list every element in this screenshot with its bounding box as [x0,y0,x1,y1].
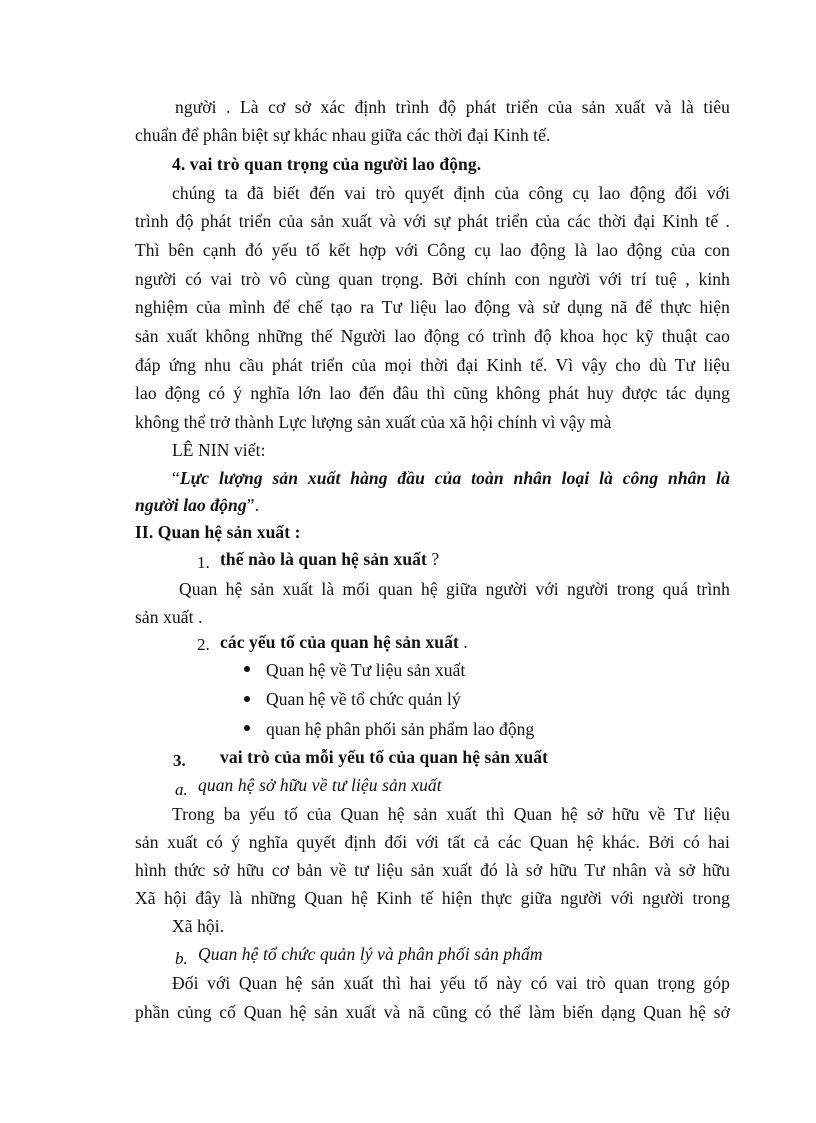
quote-open-mark: “ [172,468,180,488]
quote-text: người lao động [135,495,247,515]
sub-letter: b. [175,949,188,968]
list-item-title [220,548,815,570]
paragraph-line: nghiệm của mình để chế tạo ra Tư liệu lao động và sử dụng nã để thực hiện [135,297,730,317]
sub-letter: a. [175,780,188,799]
paragraph-line: sản xuất không những thế Người lao động có trình độ khoa học kỹ thuật cao [135,326,730,346]
bullet-item: Quan hệ về tổ chức quản lý [266,689,461,709]
paragraph-line: lao động có ý nghĩa lớn lao đến đâu thì cũng không phát huy được tác dụng [135,383,730,403]
item-title: các yếu tố của quan hệ sản xuất [220,632,459,652]
item-question-mark: ? [426,549,440,569]
paragraph-line: hình thức sở hữu cơ bản về tư liệu sản xuất đó là sở hữu Tư nhân và sở hữu [135,860,730,880]
paragraph-line: Trong ba yếu tố của Quan hệ sản xuất thì Quan hệ sở hữu về Tư liệu [172,804,730,824]
lenin-intro: LÊ NIN viết: [172,440,266,460]
item-title: thế nào là quan hệ sản xuất [220,549,427,569]
section-heading-4: 4. vai trò quan trọng của người lao động. [172,154,482,174]
bullet-icon [244,696,250,702]
list-item-title: vai trò của mỗi yếu tố của quan hệ sản xuất [220,747,549,767]
paragraph-line: người có vai trò vô cùng quan trọng. Bởi chính con người với trí tuệ , kinh [135,269,730,289]
subsection-title: quan hệ sở hữu về tư liệu sản xuất [198,775,442,795]
quote-line [135,494,730,516]
paragraph-line: sản xuất . [135,607,203,627]
paragraph-line: Đối với Quan hệ sản xuất thì hai yếu tố này có vai trò quan trọng góp [172,973,730,993]
list-number: 1. [197,553,210,572]
subsection-title: Quan hệ tổ chức quản lý và phân phối sản phẩm [198,944,543,964]
list-item-title [220,631,815,653]
paragraph-line: Xã hội đây là những Quan hệ Kinh tế hiện thực giữa người với người trong [135,888,730,908]
paragraph-line: trình độ phát triển của sản xuất và với sự phát triển của các thời đại Kinh tế . [135,211,730,231]
bullet-item: quan hệ phân phối sản phẩm lao động [266,719,535,739]
bullet-item: Quan hệ về Tư liệu sản xuất [266,660,466,680]
paragraph-line: không thể trở thành Lực lượng sản xuất của xã hội chính vì vậy mà [135,412,612,432]
paragraph-line: Xã hội. [172,916,225,936]
paragraph-line: sản xuất có ý nghĩa quyết định đối với tất cả các Quan hệ khác. Bởi có hai [135,832,730,852]
paragraph-line: chuẩn để phân biệt sự khác nhau giữa các thời đại Kinh tế. [135,125,551,145]
list-number: 2. [197,635,210,654]
paragraph-line: phần củng cố Quan hệ sản xuất và nã cũng có thể làm biến dạng Quan hệ sở [135,1002,730,1022]
quote-close-mark: ”. [246,495,260,515]
section-heading-ii: II. Quan hệ sản xuất : [135,522,301,542]
paragraph-line: đáp ứng nhu cầu phát triển của mọi thời đại Kinh tế. Vì vậy cho dù Tư liệu [135,355,730,375]
quote-text: Lực lượng sản xuất hàng đầu của toàn nhân loại là công nhân là [179,468,730,488]
paragraph-line: Quan hệ sản xuất là mối quan hệ giữa người với người trong quá trình [179,579,730,599]
paragraph-line: chúng ta đã biết đến vai trò quyết định của công cụ lao động đối với [172,183,730,203]
bullet-icon [244,666,250,672]
item-period: . [458,632,468,652]
paragraph-line: người . Là cơ sở xác định trình độ phát triển của sản xuất và là tiêu [175,97,730,117]
bullet-icon [244,725,250,731]
list-number: 3. [173,751,186,770]
paragraph-line: Thì bên cạnh đó yếu tố kết hợp với Công cụ lao động là lao động của con [135,240,730,260]
quote-line [172,467,730,489]
